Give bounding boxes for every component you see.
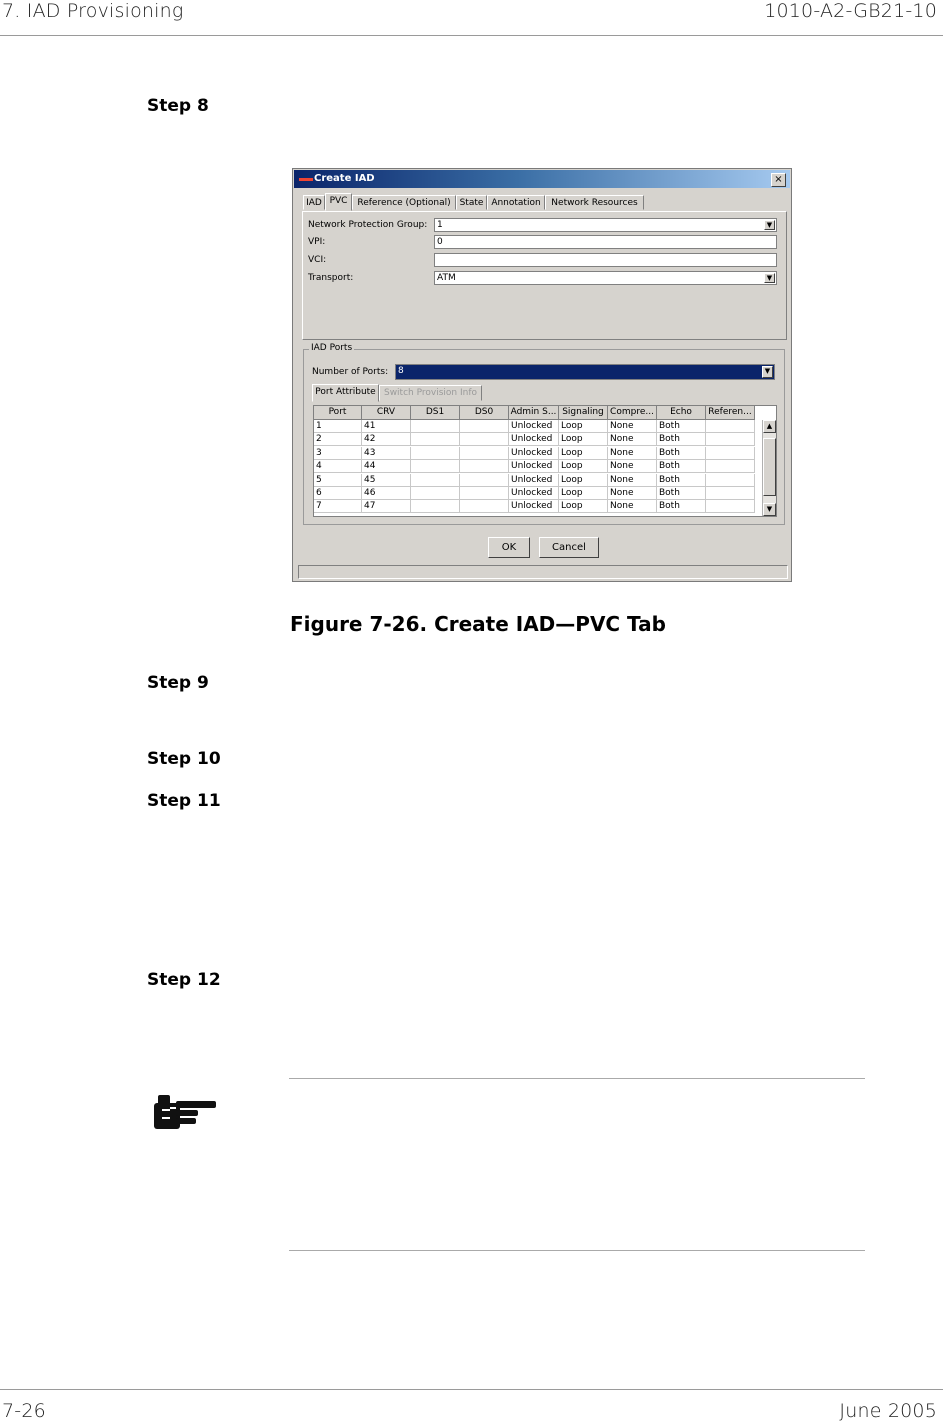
pointing-hand-note-icon — [152, 1093, 218, 1137]
create-iad-dialog — [292, 168, 792, 582]
chevron-down-icon[interactable]: ▼ — [764, 220, 775, 230]
app-logo-icon — [299, 178, 313, 181]
table-cell — [411, 447, 460, 460]
transport-select[interactable] — [434, 271, 777, 285]
tab-reference[interactable]: Reference (Optional) — [352, 195, 456, 210]
table-cell: 41 — [362, 420, 411, 433]
table-scrollbar[interactable] — [762, 420, 776, 516]
table-cell — [411, 474, 460, 487]
table-cell — [706, 433, 755, 446]
table-cell: Loop — [559, 433, 608, 446]
table-cell: 47 — [362, 500, 411, 513]
tab-iad[interactable]: IAD — [303, 195, 325, 210]
table-cell: 2 — [314, 433, 362, 446]
status-bar — [298, 565, 788, 579]
table-cell: Unlocked — [509, 487, 559, 500]
dialog-titlebar — [294, 170, 790, 188]
table-cell: Unlocked — [509, 474, 559, 487]
table-cell: Both — [657, 447, 706, 460]
table-cell — [706, 474, 755, 487]
npg-select[interactable] — [434, 218, 777, 232]
subtab-port-attribute[interactable]: Port Attribute — [312, 384, 379, 402]
table-cell: None — [608, 420, 657, 433]
footer-right: June 2005 — [839, 1400, 937, 1422]
table-cell: 43 — [362, 447, 411, 460]
table-header-cell[interactable]: DS0 — [460, 406, 509, 420]
table-cell: None — [608, 474, 657, 487]
dialog-title: Create IAD — [314, 173, 375, 184]
vpi-label: VPI: — [308, 237, 326, 247]
table-cell: Loop — [559, 474, 608, 487]
table-cell — [460, 487, 509, 500]
table-cell — [411, 433, 460, 446]
cancel-button[interactable]: Cancel — [539, 537, 599, 558]
table-cell: Both — [657, 500, 706, 513]
table-cell: Both — [657, 420, 706, 433]
num-ports-value: 8 — [398, 366, 404, 376]
table-cell: Both — [657, 460, 706, 473]
tab-network-resources[interactable]: Network Resources — [545, 195, 644, 210]
table-cell: None — [608, 433, 657, 446]
note-top-rule — [289, 1078, 865, 1079]
table-cell: Loop — [559, 500, 608, 513]
table-cell: Unlocked — [509, 447, 559, 460]
table-cell: Loop — [559, 487, 608, 500]
scroll-up-icon[interactable]: ▲ — [763, 420, 776, 433]
iad-ports-legend: IAD Ports — [311, 343, 353, 353]
table-cell: None — [608, 487, 657, 500]
table-cell — [706, 500, 755, 513]
footer-left: 7-26 — [2, 1400, 46, 1422]
vci-input[interactable] — [434, 253, 777, 267]
table-cell: Unlocked — [509, 433, 559, 446]
table-cell: 6 — [314, 487, 362, 500]
table-cell: Unlocked — [509, 500, 559, 513]
step-9: Step 9 — [147, 673, 209, 693]
table-cell — [411, 420, 460, 433]
table-cell — [460, 420, 509, 433]
table-cell — [411, 487, 460, 500]
tab-state[interactable]: State — [456, 195, 487, 210]
table-header-cell[interactable]: Compre... — [608, 406, 657, 420]
table-cell: Unlocked — [509, 420, 559, 433]
table-cell: Loop — [559, 460, 608, 473]
table-header-cell[interactable]: CRV — [362, 406, 411, 420]
chevron-down-icon[interactable]: ▼ — [764, 273, 775, 283]
step-12: Step 12 — [147, 970, 221, 990]
table-cell — [460, 447, 509, 460]
subtab-switch-provision-info[interactable]: Switch Provision Info — [379, 385, 482, 401]
header-rule — [0, 35, 943, 36]
table-header-cell[interactable]: Signaling — [559, 406, 608, 420]
header-right: 1010-A2-GB21-10 — [764, 0, 937, 22]
table-cell: Both — [657, 433, 706, 446]
table-header-cell[interactable]: Admin S... — [509, 406, 559, 420]
tab-annotation[interactable]: Annotation — [487, 195, 545, 210]
table-cell: Both — [657, 474, 706, 487]
table-cell: Both — [657, 487, 706, 500]
table-cell — [460, 500, 509, 513]
table-cell: 5 — [314, 474, 362, 487]
vci-label: VCI: — [308, 255, 327, 265]
table-cell — [411, 460, 460, 473]
table-cell: 7 — [314, 500, 362, 513]
table-cell: 1 — [314, 420, 362, 433]
table-cell: 42 — [362, 433, 411, 446]
table-cell — [460, 474, 509, 487]
num-ports-label: Number of Ports: — [312, 367, 389, 377]
close-button[interactable]: × — [771, 173, 786, 187]
table-cell: Loop — [559, 420, 608, 433]
npg-value: 1 — [437, 220, 443, 230]
vpi-input[interactable]: 0 — [434, 235, 777, 249]
table-cell: 3 — [314, 447, 362, 460]
figure-caption: Figure 7-26. Create IAD—PVC Tab — [290, 612, 666, 636]
table-cell — [706, 487, 755, 500]
ok-button[interactable]: OK — [488, 537, 530, 558]
step-10: Step 10 — [147, 749, 221, 769]
ports-table — [313, 405, 777, 517]
table-header-cell[interactable]: Port — [314, 406, 362, 420]
table-cell: Loop — [559, 447, 608, 460]
step-8: Step 8 — [147, 96, 209, 116]
table-cell — [460, 433, 509, 446]
footer-rule — [0, 1389, 943, 1390]
table-cell — [706, 447, 755, 460]
transport-label: Transport: — [308, 273, 354, 283]
num-ports-select[interactable] — [395, 364, 775, 380]
table-cell — [411, 500, 460, 513]
chevron-down-icon[interactable]: ▼ — [762, 366, 773, 378]
table-cell: None — [608, 460, 657, 473]
table-cell — [460, 460, 509, 473]
table-cell — [706, 420, 755, 433]
note-bottom-rule — [289, 1250, 865, 1251]
table-cell: None — [608, 447, 657, 460]
table-cell: 44 — [362, 460, 411, 473]
table-cell: 45 — [362, 474, 411, 487]
table-cell: 46 — [362, 487, 411, 500]
npg-label: Network Protection Group: — [308, 220, 428, 230]
tab-pvc[interactable]: PVC — [325, 193, 352, 211]
table-cell — [706, 460, 755, 473]
table-header-cell[interactable]: DS1 — [411, 406, 460, 420]
header-left: 7. IAD Provisioning — [2, 0, 184, 22]
scroll-down-icon[interactable]: ▼ — [763, 503, 776, 516]
transport-value: ATM — [437, 273, 456, 283]
step-11: Step 11 — [147, 791, 221, 811]
scroll-thumb[interactable] — [763, 438, 776, 496]
table-cell: None — [608, 500, 657, 513]
table-header-cell[interactable]: Referen... — [706, 406, 755, 420]
table-cell: Unlocked — [509, 460, 559, 473]
table-cell: 4 — [314, 460, 362, 473]
table-header-cell[interactable]: Echo — [657, 406, 706, 420]
